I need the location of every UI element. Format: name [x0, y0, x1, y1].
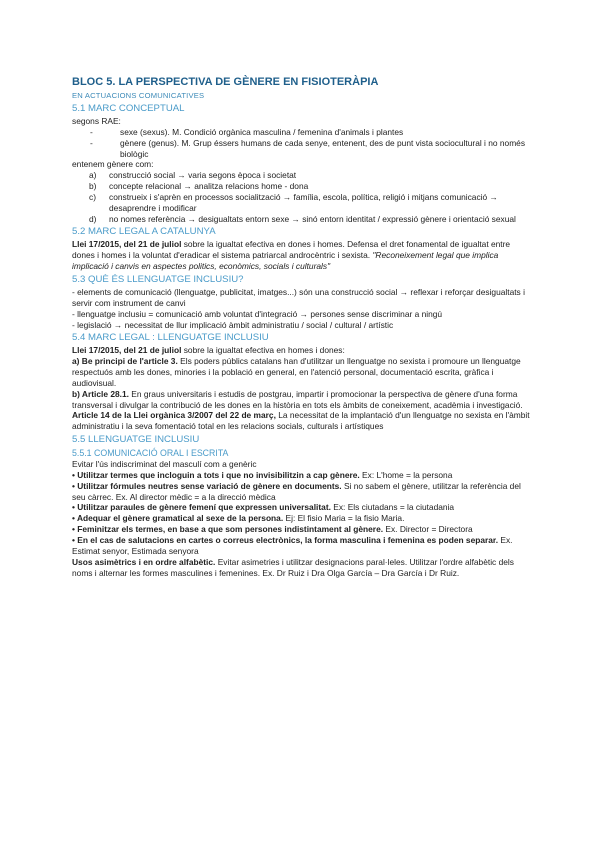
item-marker: c) [89, 191, 96, 202]
law-quote: "Reconeixement legal que implica implicació i canvis en aspectes politics, econòmics, socials i culturals" [72, 250, 499, 272]
gender-item [72, 181, 532, 192]
guideline-rule: • Feminitzar els termes, en base a que som persones indistintament al gènere. [72, 524, 384, 535]
article-reference: b) Article 28.1. [72, 388, 129, 399]
guideline-item [72, 535, 532, 557]
inclusive-point: - llenguatge inclusiu = comunicació amb voluntat d'integració → persones sense discriminar a ningú [72, 308, 443, 319]
definition-item [72, 127, 532, 138]
dash-marker: - [90, 137, 93, 148]
law-reference: Llei 17/2015, del 21 de juliol [72, 345, 182, 356]
item-marker: a) [89, 170, 97, 181]
item-text: concepte relacional → analitza relacions home - dona [109, 181, 309, 192]
article-reference: Article 14 de la Llei orgànica 3/2007 del 22 de març, [72, 410, 276, 421]
article-text: En graus universitaris i estudis de postgrau, impartir i promocionar la perspectiva de gènere d'una forma transversal i divulgar la contribució de les dones en la història en tots els àmbits de coneixement, acadèmia i investigació. [72, 388, 523, 410]
inclusive-point: - legislació → necessitat de llur implicació àmbit administratiu / social / cultural / artístic [72, 319, 394, 330]
guideline-example: Evitar asimetries i utilitzar designacions paral·leles. Utilitzar l'ordre alfabètic dels noms i alternar les formes masculines i femenines. Ex. Dr Ruiz i Dra Olga García – Dra García i Dr Ruiz. [72, 556, 514, 578]
guideline-item [72, 513, 532, 524]
definition-text: gènere (genus). M. Grup éssers humans de cada senye, entenent, des de punt vista sociocultural i no només biològic [120, 137, 526, 159]
guideline-rule: • Utilitzar termes que incloguin a tots i que no invisibilitzin a cap gènere. [72, 469, 360, 480]
item-text: construcció social → varia segons època i societat [109, 170, 297, 181]
inclusive-point: - elements de comunicació (llenguatge, publicitat, imatges...) són una construcció social → reflexar i reforçar desigualtats i servir com instrument de canvi [72, 286, 525, 308]
item-marker: b) [89, 181, 97, 192]
document-subtitle: EN ACTUACIONS COMUNICATIVES [72, 91, 205, 100]
guideline-rule: • En el cas de salutacions en cartes o correus electrònics, la forma masculina i femenina es poden separar. [72, 535, 499, 545]
dash-marker: - [90, 126, 93, 137]
gender-item [72, 170, 532, 181]
guideline-item [72, 502, 532, 513]
guideline-item [72, 481, 532, 503]
subheading-comunicacio: 5.5.1 COMUNICACIÓ ORAL I ESCRITA [72, 448, 229, 459]
article-text: Els poders públics catalans han d'utilitzar un llenguatge no sexista i promoure un llenguatge respectuós amb les dones, minories i la població en general, en l'atenció personal, documentació escrita, gràfica i audiovisual. [72, 356, 521, 388]
guideline-example: Ex. Estimat senyor, Estimada senyora [72, 535, 513, 556]
law-text: sobre la igualtat efectiva en homes i dones: [181, 345, 345, 356]
document-body [72, 75, 532, 578]
article-text: La necessitat de la implantació d'un llenguatge no sexista en l'àmbit administratiu i la seva fomentació total en les relacions socials, culturals i artístiques [72, 410, 530, 432]
guideline-example: Ej: El fisio Maria = la fisio Maria. [283, 513, 405, 524]
guideline-rule: • Utilitzar fórmules neutres sense variació de gènere en documents. [72, 480, 342, 491]
item-text: no nomes referència → desigualtats entorn sexe → sinó entorn identitat / expressió gènere i orientació sexual [109, 213, 516, 224]
guideline-rule: • Adequar el gènere gramatical al sexe de la persona. [72, 513, 284, 524]
rae-intro: segons RAE: [72, 116, 121, 126]
guideline-example: Ex: Els ciutadans = la ciutadania [330, 502, 455, 513]
document-title: BLOC 5. LA PERSPECTIVA DE GÈNERE EN FISIOTERÀPIA [72, 76, 379, 88]
guideline-item [72, 470, 532, 481]
guideline-example: Si no sabem el gènere, utilitzar la referència del seu càrrec. Ex. Al director mèdic = a la direcció mèdica [72, 480, 521, 502]
heading-llenguatge-inclusiu: 5.5 LLENGUATGE INCLUSIU [72, 434, 200, 446]
guideline-rule: Usos asimètrics i en ordre alfabètic. [72, 556, 216, 567]
law-paragraph [72, 239, 532, 272]
law-text: sobre la igualtat efectiva en dones i homes. Defensa el dret fonamental de igualtat entre dones i homes i la voluntat d'eradicar el sistema patriarcal androcèntric i sexista. [72, 239, 511, 261]
law-article-a [72, 356, 532, 389]
heading-marc-legal-llenguatge: 5.4 MARC LEGAL : LLENGUATGE INCLUSIU [72, 332, 269, 344]
law-article-b [72, 389, 532, 411]
guideline-example: Ex. Director = Directora [383, 524, 473, 535]
item-marker: d) [89, 213, 97, 224]
definition-item [72, 138, 532, 160]
item-text: construeix i s'aprèn en processos socialització → família, escola, política, religió i mitjans comunicació → desaprendre i modificar [109, 191, 498, 213]
guideline-rule: • Utilitzar paraules de gènere femení que expressen universalitat. [72, 502, 331, 513]
gender-item [72, 214, 532, 225]
heading-marc-legal-catalunya: 5.2 MARC LEGAL A CATALUNYA [72, 226, 216, 238]
gender-intro: entenem gènere com: [72, 159, 154, 170]
guideline-example: Ex: L'home = la persona [359, 469, 453, 480]
law-reference: Llei 17/2015, del 21 de juliol [72, 239, 182, 250]
heading-llenguatge-inclusiu-question: 5.3 QUÈ ÉS LLENGUATGE INCLUSIU? [72, 273, 244, 285]
article-reference: a) Be principi de l'article 3. [72, 356, 178, 367]
law-article-14 [72, 410, 532, 432]
law-paragraph [72, 345, 532, 356]
heading-marc-conceptual: 5.1 MARC CONCEPTUAL [72, 103, 185, 114]
guideline-last [72, 557, 532, 579]
definition-text: sexe (sexus). M. Condició orgànica masculina / femenina d'animals i plantes [120, 126, 404, 137]
gender-item [72, 192, 532, 214]
guideline-intro: Evitar l'ús indiscriminat del masculí com a genèric [72, 459, 257, 470]
guideline-item [72, 524, 532, 535]
